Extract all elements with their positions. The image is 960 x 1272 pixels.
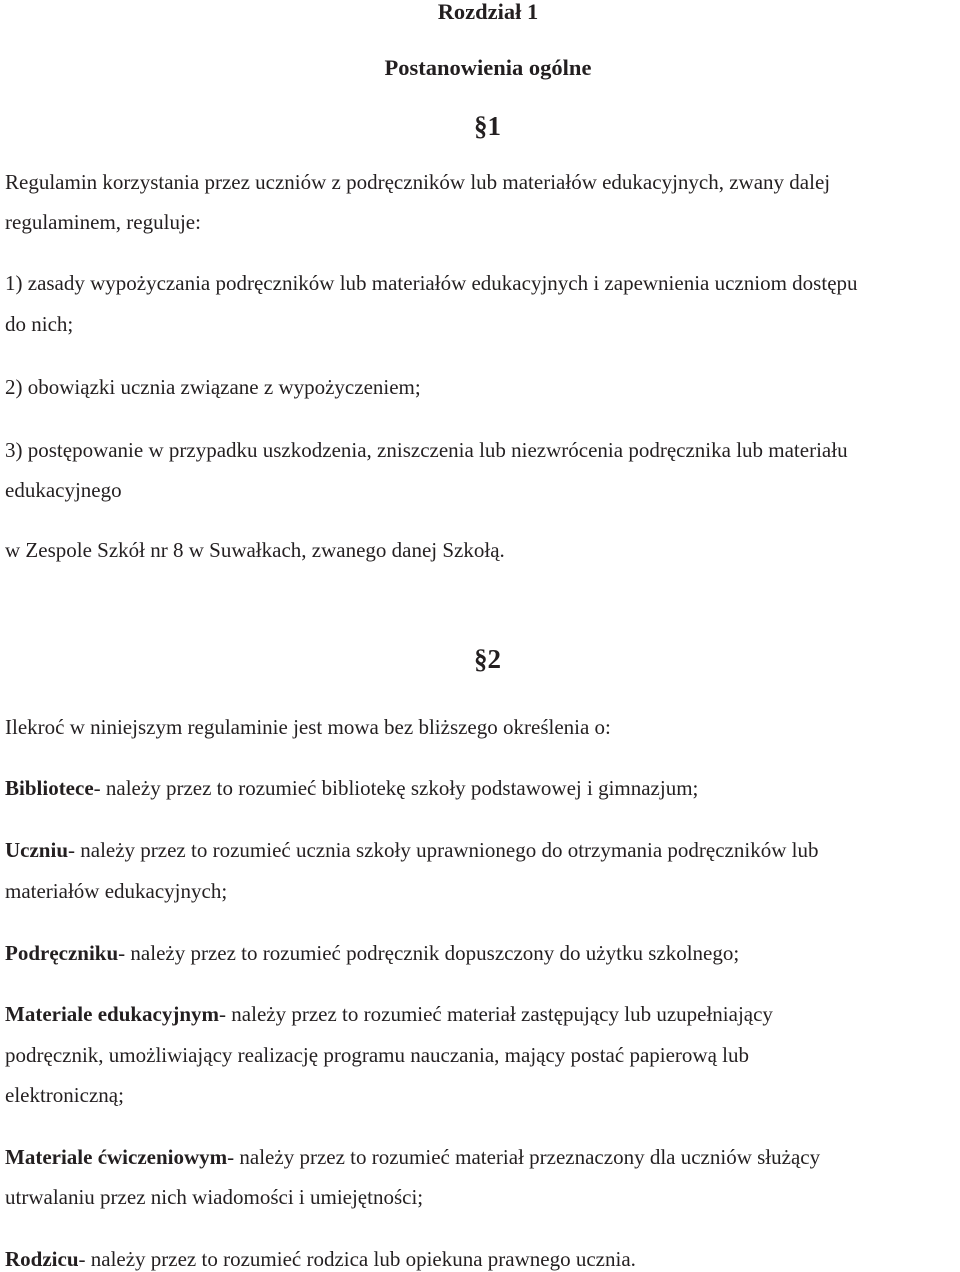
definition-bibliotece [5,775,698,801]
section-1-intro-line-1: Regulamin korzystania przez uczniów z podręczników lub materiałów edukacyjnych, zwany dalej [5,170,831,194]
definition-uczniu-line-2: materiałów edukacyjnych; [5,879,228,903]
definition-term: Rodzicu [5,1247,79,1271]
definition-rodzicu [5,1246,636,1272]
section-1-closing: w Zespole Szkół nr 8 w Suwałkach, zwanego danej Szkołą. [5,538,505,562]
definition-text: - należy przez to rozumieć rodzica lub opiekuna prawnego ucznia. [78,1247,636,1271]
definition-term: Podręczniku [5,941,119,965]
definition-text: - należy przez to rozumieć bibliotekę szkoły podstawowej i gimnazjum; [93,776,699,800]
definition-uczniu [5,837,818,863]
section-1-mark: §1 [474,111,501,141]
section-2-mark: §2 [474,644,501,674]
section-1-item-1-line-2: do nich; [5,312,74,336]
section-1-item-2: 2) obowiązki ucznia związane z wypożyczeniem; [5,375,421,399]
section-1-item-1-line-1: 1) zasady wypożyczania podręczników lub materiałów edukacyjnych i zapewnienia uczniom dostępu [5,271,858,295]
definition-text: - należy przez to rozumieć ucznia szkoły uprawnionego do otrzymania podręczników lub [68,838,819,862]
definition-materiale-edukacyjnym [5,1001,773,1027]
definition-text: - należy przez to rozumieć materiał zastępujący lub uzupełniający [219,1002,773,1026]
section-1-intro-line-2: regulaminem, reguluje: [5,210,201,234]
definition-term: Bibliotece [5,776,94,800]
definition-materiale-cwiczeniowym-line-2: utrwalaniu przez nich wiadomości i umiejętności; [5,1185,424,1209]
section-1-item-3-line-2: edukacyjnego [5,478,122,502]
definition-materiale-edukacyjnym-line-3: elektroniczną; [5,1083,124,1107]
section-1-item-3-line-1: 3) postępowanie w przypadku uszkodzenia, zniszczenia lub niezwrócenia podręcznika lub materiału [5,438,848,462]
definition-materiale-edukacyjnym-line-2: podręcznik, umożliwiający realizację programu nauczania, mający postać papierową lub [5,1043,749,1067]
definition-term: Uczniu [5,838,68,862]
definition-term: Materiale ćwiczeniowym [5,1145,228,1169]
section-2-intro: Ilekroć w niniejszym regulaminie jest mowa bez bliższego określenia o: [5,715,611,739]
definition-text: - należy przez to rozumieć podręcznik dopuszczony do użytku szkolnego; [118,941,740,965]
definition-text: - należy przez to rozumieć materiał przeznaczony dla uczniów służący [227,1145,821,1169]
chapter-subtitle: Postanowienia ogólne [384,55,592,80]
definition-podreczniku [5,940,739,966]
chapter-title: Rozdział 1 [437,0,539,24]
definition-term: Materiale edukacyjnym [5,1002,220,1026]
definition-materiale-cwiczeniowym [5,1144,820,1170]
